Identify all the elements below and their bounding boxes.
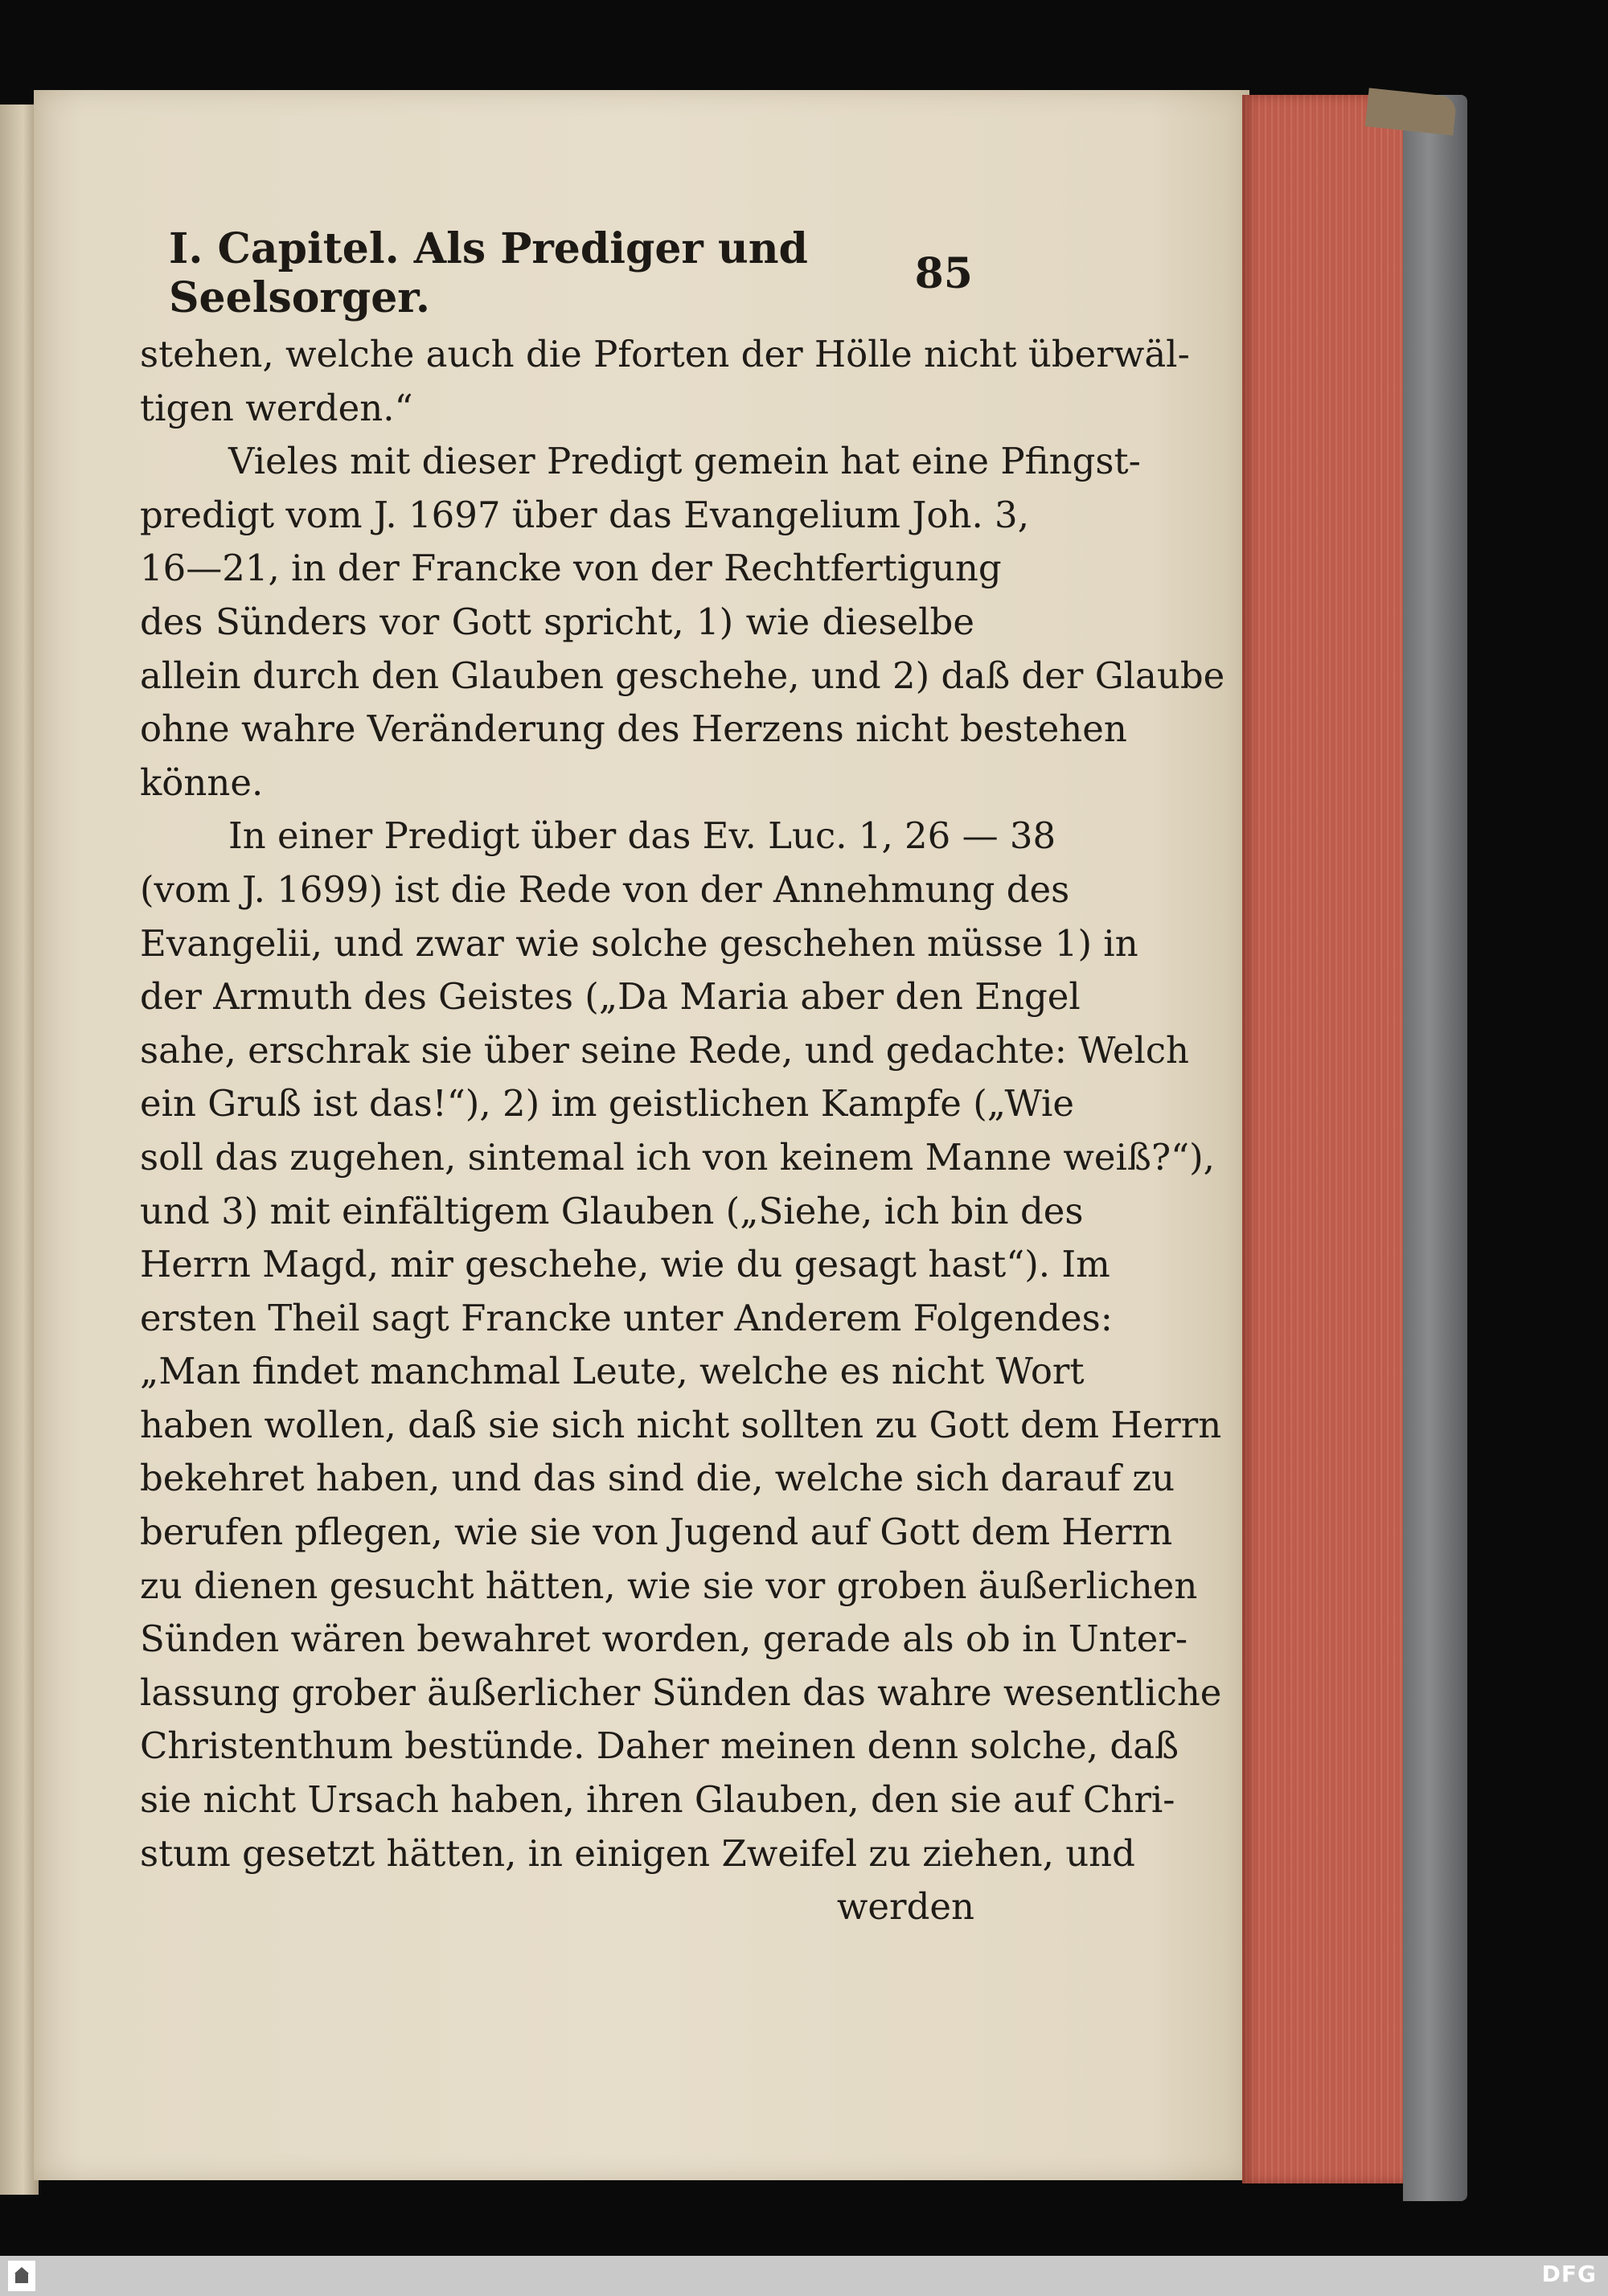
text-line: soll das zugehen, sintemal ich von keinem Manne weiß?“), xyxy=(140,1135,1215,1179)
chapter-title: I. Capitel. Als Prediger und Seelsorger. xyxy=(169,224,808,322)
text-line: „Man findet manchmal Leute, welche es nicht Wort xyxy=(140,1350,1085,1393)
text-line: tigen werden.“ xyxy=(140,386,413,429)
text-line: sahe, erschrak sie über seine Rede, und gedachte: Welch xyxy=(140,1028,1190,1072)
text-line: (vom J. 1699) ist die Rede von der Annehmung des xyxy=(140,867,1070,911)
text-line: predigt vom J. 1697 über das Evangelium Joh. 3, xyxy=(140,493,1029,536)
text-line: ein Gruß ist das!“), 2) im geistlichen Kampfe („Wie xyxy=(140,1082,1074,1125)
text-line: In einer Predigt über das Ev. Luc. 1, 26 — 38 xyxy=(228,814,1056,858)
left-page-edge xyxy=(0,105,39,2195)
text-line: Christenthum bestünde. Daher meinen denn solche, daß xyxy=(140,1724,1179,1768)
dfg-logo: DFG xyxy=(1541,2261,1597,2287)
text-line: haben wollen, daß sie sich nicht sollten zu Gott dem Herrn xyxy=(140,1403,1222,1446)
text-line: allein durch den Glauben geschehe, und 2) daß der Glaube xyxy=(140,654,1225,697)
text-line: bekehret haben, und das sind die, welche sich darauf zu xyxy=(140,1457,1175,1500)
text-line: stehen, welche auch die Pforten der Hölle nicht überwäl- xyxy=(140,333,1190,375)
body-text xyxy=(140,328,1225,1934)
text-line: der Armuth des Geistes („Da Maria aber den Engel xyxy=(140,975,1081,1019)
text-line: sie nicht Ursach haben, ihren Glauben, den sie auf Chri- xyxy=(140,1778,1175,1822)
book-cover xyxy=(1403,95,1467,2201)
text-line: 16—21, in der Francke von der Rechtfertigung xyxy=(140,547,1002,590)
text-line: stum gesetzt hätten, in einigen Zweifel zu ziehen, und xyxy=(140,1831,1135,1875)
page-number: 85 xyxy=(914,248,973,298)
text-line: ohne wahre Veränderung des Herzens nicht bestehen xyxy=(140,707,1127,751)
page-fore-edge xyxy=(1242,95,1411,2183)
viewer-footer-bar xyxy=(0,2256,1608,2296)
text-line: berufen pflegen, wie sie von Jugend auf Gott dem Herrn xyxy=(140,1511,1173,1554)
text-line: werden xyxy=(836,1885,974,1929)
text-line: und 3) mit einfältigem Glauben („Siehe, ich bin des xyxy=(140,1189,1084,1232)
text-line: lassung grober äußerlicher Sünden das wahre wesentliche xyxy=(140,1671,1222,1714)
text-line: ersten Theil sagt Francke unter Anderem Folgendes: xyxy=(140,1296,1113,1339)
running-header xyxy=(169,224,973,322)
text-line: Sünden wären bewahret worden, gerade als ob in Unter- xyxy=(140,1617,1188,1661)
text-line: zu dienen gesucht hätten, wie sie vor groben äußerlichen xyxy=(140,1564,1198,1607)
text-line: Vieles mit dieser Predigt gemein hat eine Pfingst- xyxy=(228,440,1141,483)
text-line: könne. xyxy=(140,761,264,804)
text-line: Herrn Magd, mir geschehe, wie du gesagt hast“). Im xyxy=(140,1243,1110,1286)
text-line: Evangelii, und zwar wie solche geschehen müsse 1) in xyxy=(140,921,1138,965)
library-logo-icon xyxy=(8,2261,35,2291)
text-line: des Sünders vor Gott spricht, 1) wie dieselbe xyxy=(140,600,974,643)
